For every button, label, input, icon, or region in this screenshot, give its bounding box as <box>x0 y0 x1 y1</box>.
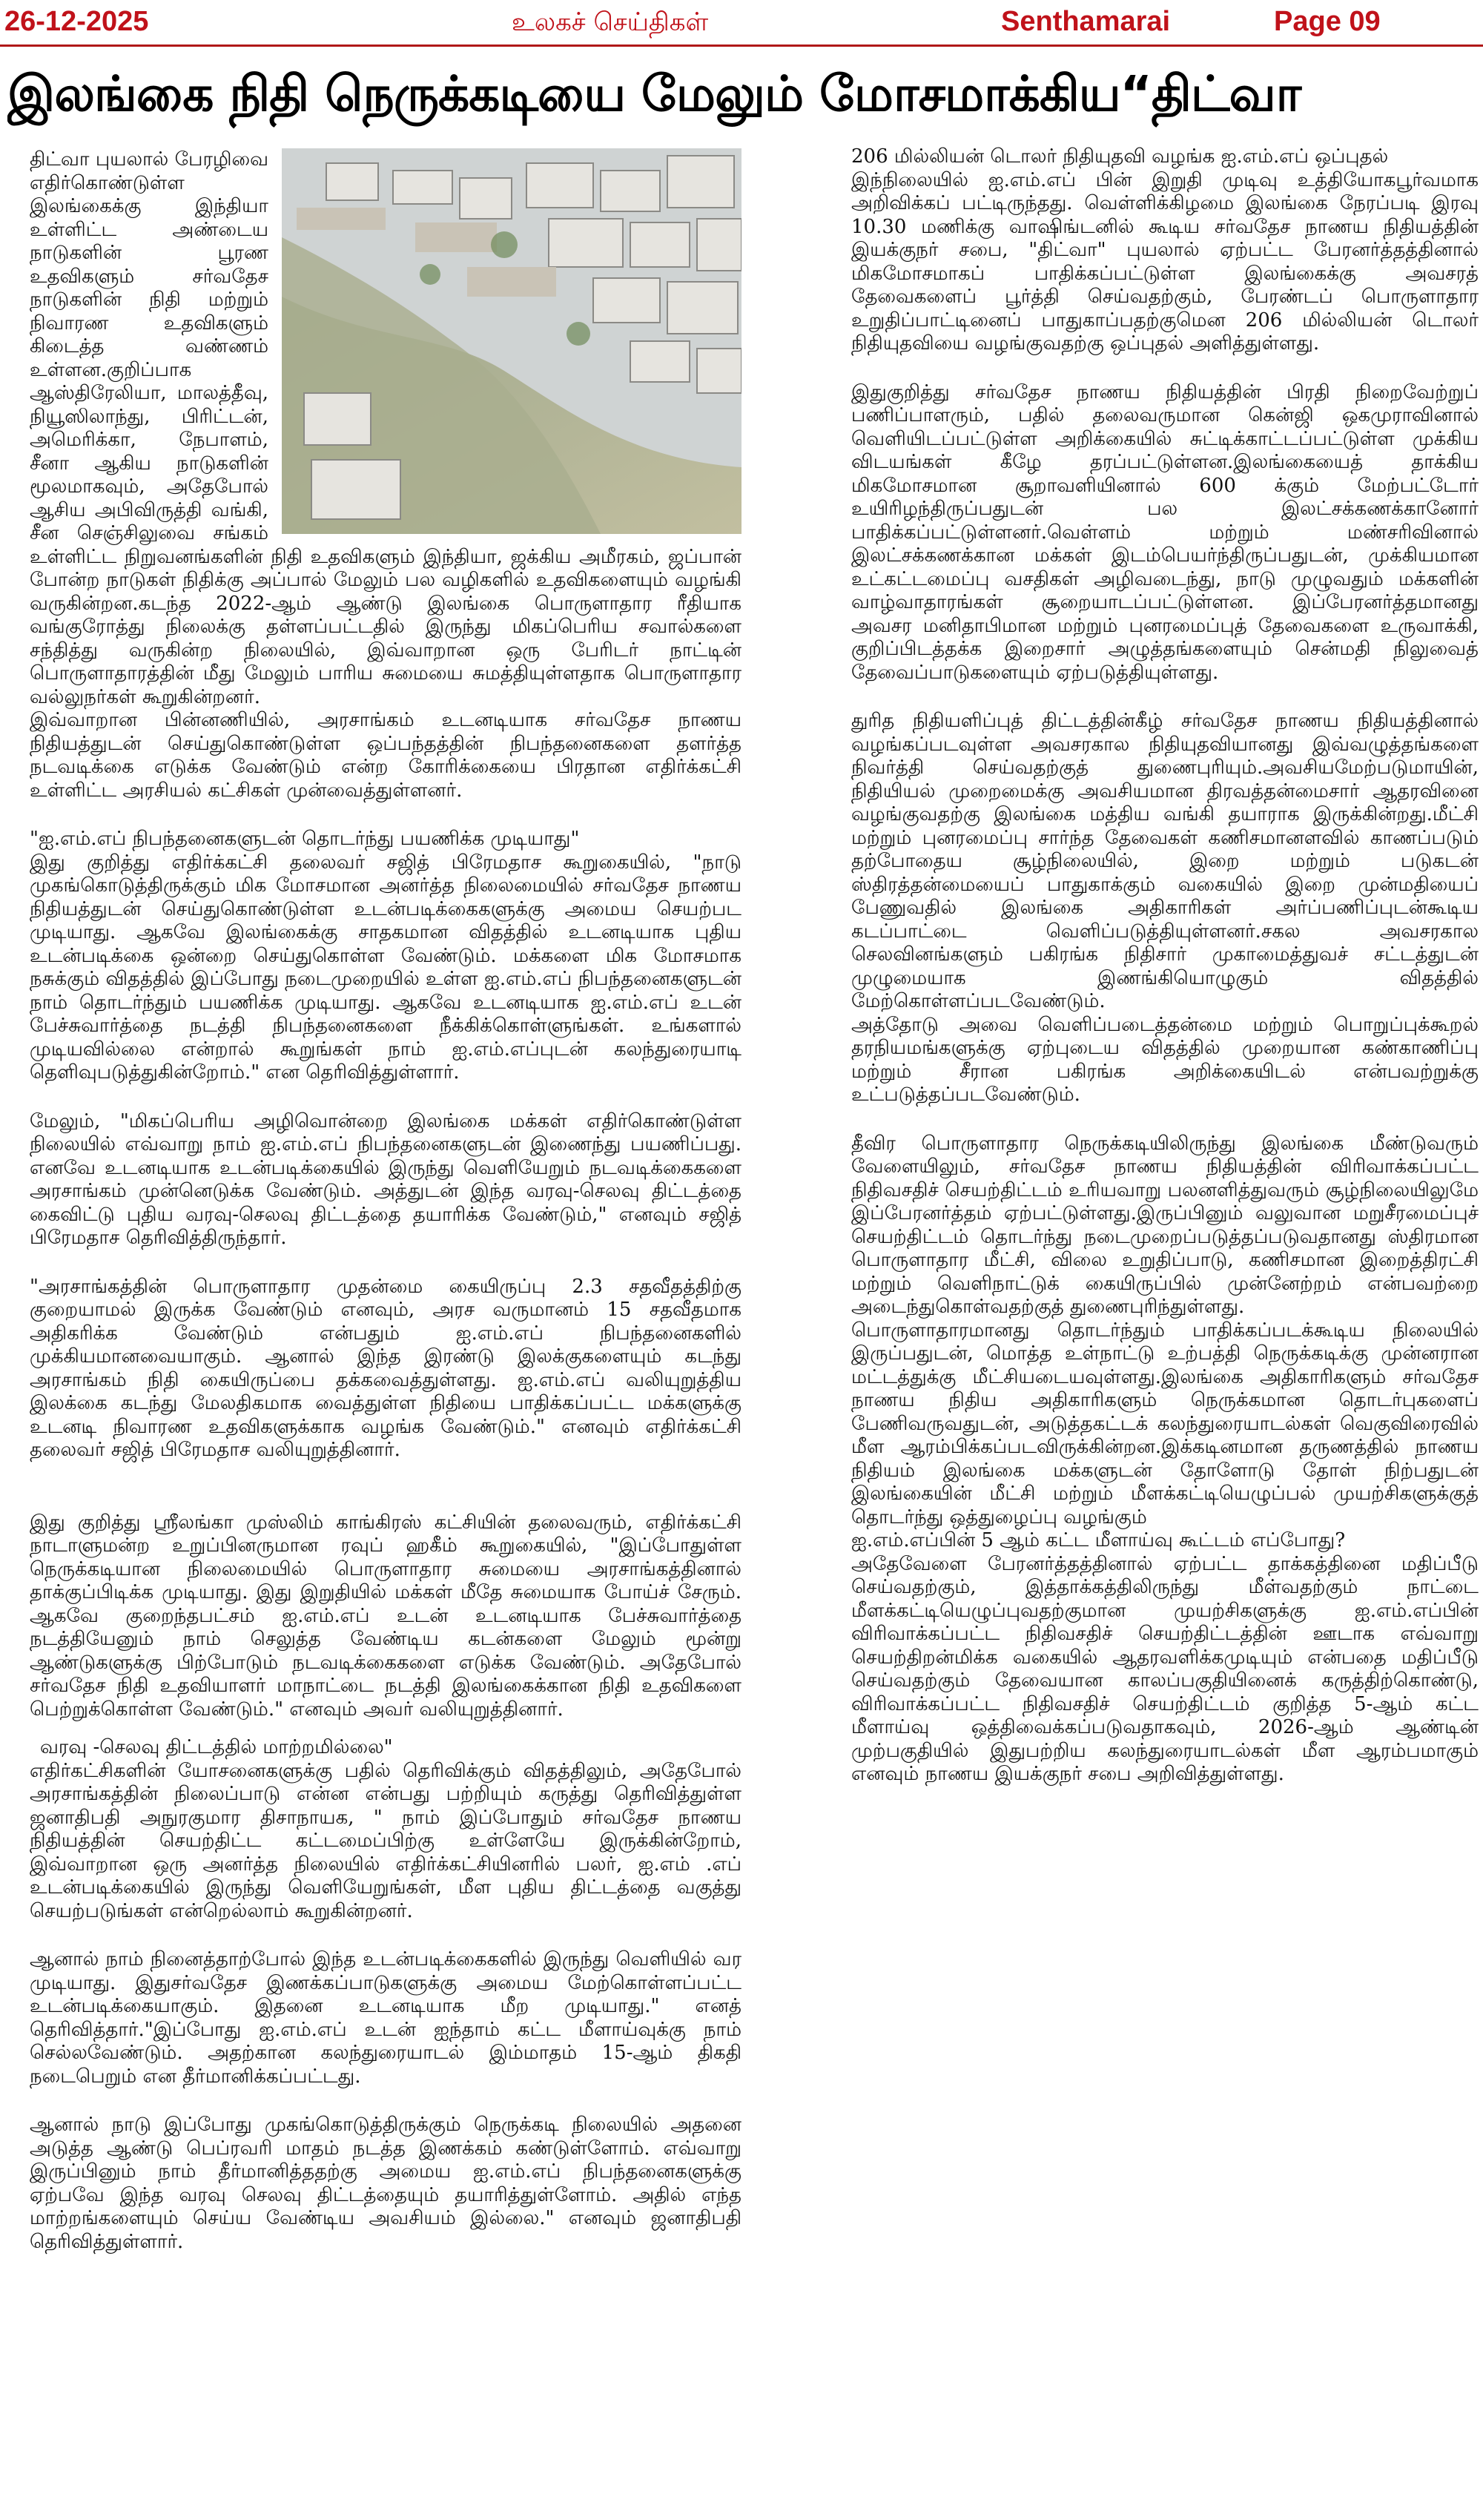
newspaper-name: Senthamarai <box>1001 6 1171 37</box>
right-column <box>851 145 1479 2511</box>
subheading: 206 மில்லியன் டொலர் நிதியுதவி வழங்க ஐ.எம்.எப் ஒப்புதல் <box>851 145 1389 168</box>
body-paragraph: இது குறித்து ஸ்ரீலங்கா முஸ்லிம் காங்கிரஸ் கட்சியின் தலைவரும், எதிர்க்கட்சி நாடாளுமன்ற உறுப்பினருமான ரவுப் ஹகீம் கூறுகையில், "இப்போதுள்ள நெருக்கடியான நிலைமையில் பொருளாதார சுமையை அரசாங்கத்தினால் தாக்குப்பிடிக்க முடியாது. இது இறுதியில் மக்கள் மீதே சுமையாக போய்ச் சேரும். ஆகவே குறைந்தபட்சம் ஐ.எம்.எப் உடன் உடனடியாக பேச்சுவார்த்தை நடத்தியேனும் நாம் செலுத்த வேண்டிய கடன்களை மேலும் மூன்று ஆண்டுகளுக்கு பிற்போடும் நடவடிக்கைகளை எடுக்க வேண்டும். அதேபோல் சர்வதேச நிதி உதவியாளர் மாநாட்டை நடத்தி இலங்கைக்கான நிதி உதவிகளை பெற்றுக்கொள்ள வேண்டும்." எனவும் அவர் வலியுறுத்தினார். <box>30 1511 742 1721</box>
body-paragraph: இது குறித்து எதிர்க்கட்சி தலைவர் சஜித் பிரேமதாச கூறுகையில், "நாடு முகங்கொடுத்திருக்கும் மிக மோசமான அனர்த்த நிலைமையில் சர்வதேச நாணய நிதியத்துடன் செய்துகொண்டுள்ள உடன்படிக்கைகளுக்கு அமைய செயற்பட முடியாது. ஆகவே இலங்கைக்கு சாதகமான விதத்தில் உடனடியாக புதிய உடன்படிக்கை ஒன்றை செய்துகொள்ள வேண்டும். மக்களை மிக மோசமாக நசுக்கும் விதத்தில் இப்போது நடைமுறையில் உள்ள ஐ.எம்.எப் நிபந்தனைகளுடன் நாம் தொடர்ந்தும் பயணிக்க முடியாது. ஆகவே உடனடியாக ஐ.எம்.எப் உடன் பேச்சுவார்த்தை நடத்தி நிபந்தனைகளை நீக்கிக்கொள்ளுங்கள். உங்களால் முடியவில்லை என்றால் கூறுங்கள் நாம் ஐ.எம்.எப்புடன் கலந்துரையாடி தெளிவுபடுத்துகின்றோம்." என தெரிவித்துள்ளார். <box>30 851 742 1083</box>
masthead <box>0 0 1483 47</box>
subheading: ஐ.எம்.எப்பின் 5 ஆம் கட்ட மீளாய்வு கூட்டம் எப்போது? <box>851 1529 1346 1551</box>
body-paragraph: துரித நிதியளிப்புத் திட்டத்தின்கீழ் சர்வதேச நாணய நிதியத்தினால் வழங்கப்படவுள்ள அவசரகால நிதியுதவியானது இவ்வழுத்தங்களை நிவர்த்தி செய்வதற்குத் துணைபுரியும்.அவசியமேற்படுமாயின், நிதியியல் முறைமைக்கு அவசியமான திரவத்தன்மைசார் ஆதரவினை வழங்குவதற்கு இலங்கை மத்திய வங்கி தயாராக இருக்கின்றது.மீட்சி மற்றும் புனரமைப்பு சார்ந்த தேவைகள் கணிசமானளவில் காணப்படும் தற்போதைய சூழ்நிலையில், இறை மற்றும் படுகடன் ஸ்திரத்தன்மையைப் பாதுகாக்கும் வகையில் இறை முன்மதியைப் பேணுவதில் இலங்கை அதிகாரிகள் அர்ப்பணிப்புடன்கூடிய கடப்பாட்டை வெளிப்படுத்தியுள்ளனர்.சகல அவசரகால செலவினங்களும் பகிரங்க நிதிசார் முகாமைத்துவச் சட்டத்துடன் முழுமையாக இணங்கியொழுகும் விதத்தில் மேற்கொள்ளப்படவேண்டும். <box>851 710 1479 1012</box>
body-paragraph: ஆனால் நாம் நினைத்தாற்போல் இந்த உடன்படிக்கைகளில் இருந்து வெளியில் வர முடியாது. இதுசர்வதேச இணக்கப்பாடுகளுக்கு அமைய மேற்கொள்ளப்பட்ட உடன்படிக்கையாகும். இதனை உடனடியாக மீற முடியாது." எனத் தெரிவித்தார்."இப்போது ஐ.எம்.எப் உடன் ஐந்தாம் கட்ட மீளாய்வுக்கு நாம் செல்லவேண்டும். அதற்கான கலந்துரையாடல் இம்மாதம் 15-ஆம் திகதி நடைபெறும் என தீர்மானிக்கப்பட்டது. <box>30 1948 742 2088</box>
subheading: "ஐ.எம்.எப் நிபந்தனைகளுடன் தொடர்ந்து பயணிக்க முடியாது" <box>30 828 580 850</box>
body-paragraph: "அரசாங்கத்தின் பொருளாதார முதன்மை கையிருப்பு 2.3 சதவீதத்திற்கு குறையாமல் இருக்க வேண்டும் எனவும், அரச வருமானம் 15 சதவீதமாக அதிகரிக்க வேண்டும் என்பதும் ஐ.எம்.எப் நிபந்தனைகளில் முக்கியமானவையாகும். ஆனால் இந்த இரண்டு இலக்குகளையும் கடந்து அரசாங்கம் நிதி கையிருப்பை தக்கவைத்துள்ளது. ஐ.எம்.எப் வலியுறுத்திய இலக்கை கடந்து மேலதிகமாக வைத்துள்ள நிதியை பாதிக்கப்பட்ட மக்களுக்கு உடனடி நிவாரண உதவிகளுக்காக வழங்க வேண்டும்." எனவும் எதிர்க்கட்சி தலைவர் சஜித் பிரேமதாச வலியுறுத்தினார். <box>30 1275 742 1461</box>
body-paragraph: ஆனால் நாடு இப்போது முகங்கொடுத்திருக்கும் நெருக்கடி நிலையில் அதனை அடுத்த ஆண்டு பெப்ரவரி மாதம் நடத்த இணக்கம் கண்டுள்ளோம். எவ்வாறு இருப்பினும் நாம் தீர்மானித்ததற்கு அமைய ஐ.எம்.எப் நிபந்தனைகளுக்கு ஏற்பவே இந்த வரவு செலவு திட்டத்தையும் தயாரித்துள்ளோம். அதில் எந்த மாற்றங்களையும் செய்ய வேண்டிய அவசியம் இல்லை." எனவும் ஜனாதிபதி தெரிவித்துள்ளார். <box>30 2114 742 2253</box>
body-paragraph: மேலும், "மிகப்பெரிய அழிவொன்றை இலங்கை மக்கள் எதிர்கொண்டுள்ள நிலையில் எவ்வாறு நாம் ஐ.எம்.எப் நிபந்தனைகளுடன் இணைந்து பயணிப்பது. எனவே உடனடியாக உடன்படிக்கையில் இருந்து வெளியேறும் நடவடிக்கைகளை அரசாங்கம் முன்னெடுக்க வேண்டும். அத்துடன் இந்த வரவு-செலவு திட்டத்தை கைவிட்டு புதிய வரவு-செலவு திட்டத்தை தயாரிக்க வேண்டும்," எனவும் சஜித் பிரேமதாச தெரிவித்திருந்தார். <box>30 1109 742 1249</box>
left-column <box>30 148 742 2514</box>
article-headline: இலங்கை நிதி நெருக்கடியை மேலும் மோசமாக்கிய“திட்வா <box>7 65 1301 122</box>
issue-date: 26-12-2025 <box>4 6 149 37</box>
body-paragraph: இதுகுறித்து சர்வதேச நாணய நிதியத்தின் பிரதி நிறைவேற்றுப் பணிப்பாளரும், பதில் தலைவருமான கென்ஜி ஒகமுராவினால் வெளியிடப்பட்டுள்ள அறிக்கையில் சுட்டிக்காட்டப்பட்டுள்ள முக்கிய விடயங்கள் கீழே தரப்பட்டுள்ளன.இலங்கையைத் தாக்கிய மிகமோசமான சூறாவளியினால் 600 க்கும் மேற்பட்டோர் உயிரிழந்திருப்பதுடன் பல இலட்சக்கணக்கானோர் பாதிக்கப்பட்டுள்ளனர்.வெள்ளம் மற்றும் மண்சரிவினால் இலட்சக்கணக்கான மக்கள் இடம்பெயர்ந்திருப்பதுடன், முக்கியமான உட்கட்டமைப்பு வசதிகள் அழிவடைந்து, நாடு முழுவதும் மக்களின் வாழ்வாதாரங்கள் சூறையாடப்பட்டுள்ளன. இப்பேரனர்த்தமானது அவசர மனிதாபிமான மற்றும் புனரமைப்புத் தேவைகளை உருவாக்கி, குறிப்பிடத்தக்க இறைசார் அழுத்தங்களையும் சென்மதி நிலுவைத் தேவைப்பாடுகளையும் ஏற்படுத்தியுள்ளது. <box>851 380 1479 684</box>
flood-photo-icon <box>282 148 742 534</box>
body-paragraph: எதிர்கட்சிகளின் யோசனைகளுக்கு பதில் தெரிவிக்கும் விதத்திலும், அதேபோல் அரசாங்கத்தின் நிலைப்பாடு என்ன என்பது பற்றியும் கருத்து தெரிவித்துள்ள ஜனாதிபதி அநுரகுமார திசாநாயக, " நாம் இப்போதும் சர்வதேச நாணய நிதியத்தின் செயற்திட்ட கட்டமைப்பிற்கு உள்ளேயே இருக்கின்றோம், இவ்வாறான ஒரு அனர்த்த நிலையில் எதிர்க்கட்சியினரில் பலர், ஐ.எம் .எப் உடன்படிக்கையில் இருந்து வெளியேறுங்கள், மீள புதிய திட்டத்தை வகுத்து செயற்படுங்கள் என்றெல்லாம் கூறுகின்றனர். <box>30 1759 742 1922</box>
body-paragraph: அத்தோடு அவை வெளிப்படைத்தன்மை மற்றும் பொறுப்புக்கூறல் தரநியமங்களுக்கு ஏற்புடைய விதத்தில் முறையான கண்காணிப்பு மற்றும் சீரான பகிரங்க அறிக்கையிடல் என்பவற்றுக்கு உட்படுத்தப்படவேண்டும். <box>851 1013 1479 1106</box>
body-paragraph: பொருளாதாரமானது தொடர்ந்தும் பாதிக்கப்படக்கூடிய நிலையில் இருப்பதுடன், மொத்த உள்நாட்டு உற்பத்தி நெருக்கடிக்கு முன்னரான மட்டத்துக்கு மீட்சியடையவுள்ளது.இலங்கை அதிகாரிகளும் சர்வதேச நாணய நிதிய அதிகாரிகளும் நெருக்கமான தொடர்புகளைப் பேணிவருவதுடன், அடுத்தகட்டக் கலந்துரையாடல்கள் வெகுவிரைவில் மீள ஆரம்பிக்கப்படவிருக்கின்றன.இக்கடினமான தருணத்தில் நாணய நிதியம் இலங்கை மக்களுடன் தோளோடு தோள் நிற்பதுடன் இலங்கையின் மீட்சி மற்றும் மீளக்கட்டியெழுப்பல் முயற்சிகளுக்குத் தொடர்ந்து ஒத்துழைப்பு வழங்கும் <box>851 1319 1479 1528</box>
body-paragraph: திட்வா புயலால் பேரழிவை எதிர்கொண்டுள்ள இலங்கைக்கு இந்தியா உள்ளிட்ட அண்டைய நாடுகளின் பூரண உதவிகளும் சர்வதேச நாடுகளின் நிதி மற்றும் நிவாரண உதவிகளும் கிடைத்த வண்ணம் உள்ளன.குறிப்பாக ஆஸ்திரேலியா, மாலத்தீவு, நியூஸிலாந்து, பிரிட்டன், அமெரிக்கா, நேபாளம், சீனா ஆகிய நாடுகளின் மூலமாகவும், அதேபோல் ஆசிய அபிவிருத்தி வங்கி, சீன செஞ்சிலுவை சங்கம் உள்ளிட்ட நிறுவனங்களின் நிதி உதவிகளும் இந்தியா, ஜக்கிய அமீரகம், ஜப்பான் போன்ற நாடுகள் நிதிக்கு அப்பால் மேலும் பல வழிகளில் உதவிகளையும் வழங்கி வருகின்றன.கடந்த 2022-ஆம் ஆண்டு இலங்கை பொருளாதார ரீதியாக வங்குரோத்து நிலைக்கு தள்ளப்பட்டதில் இருந்து மிகப்பெரிய சவால்களை சந்தித்து வருகின்ற நிலையில், இவ்வாறான ஒரு பேரிடர் நாட்டின் பொருளாதாரத்தின் மீது மேலும் பாரிய சுமையை சுமத்தியுள்ளதாக பொருளாதார வல்லுநர்கள் கூறுகின்றனர். <box>30 148 742 708</box>
body-paragraph: அதேவேளை பேரனர்த்தத்தினால் ஏற்பட்ட தாக்கத்தினை மதிப்பீடு செய்வதற்கும், இத்தாக்கத்திலிருந்து மீள்வதற்கும் நாட்டை மீளக்கட்டியெழுப்புவதற்குமான முயற்சிகளுக்கு ஐ.எம்.எப்பின் விரிவாக்கப்பட்ட நிதிவசதிச் செயற்திட்டத்தின் ஊடாக எவ்வாறு செயற்திறன்மிக்க வகையில் ஆதரவளிக்கமுடியும் என்பதை மதிப்பீடு செய்வதற்கும் தேவையான காலப்பகுதியினைக் கருத்திற்கொண்டு, விரிவாக்கப்பட்ட நிதிவசதிச் செயற்திட்டம் குறித்த 5-ஆம் கட்ட மீளாய்வு ஒத்திவைக்கப்படுவதாகவும், 2026-ஆம் ஆண்டின் முற்பகுதியில் இதுபற்றிய கலந்துரையாடல்கள் மீள ஆரம்பமாகும் எனவும் நாணய இயக்குநர் சபை அறிவித்துள்ளது. <box>851 1552 1479 1785</box>
subheading: வரவு -செலவு திட்டத்தில் மாற்றமில்லை" <box>40 1736 393 1758</box>
body-paragraph: தீவிர பொருளாதார நெருக்கடியிலிருந்து இலங்கை மீண்டுவரும் வேளையிலும், சர்வதேச நாணய நிதியத்தின் விரிவாக்கப்பட்ட நிதிவசதிச் செயற்திட்டம் உரியவாறு பலனளித்துவரும் சூழ்நிலையிலுமே இப்பேரனர்த்தம் ஏற்பட்டுள்ளது.இருப்பினும் வலுவான மறுசீரமைப்புச் செயற்திட்டம் தொடர்ந்து நடைமுறைப்படுத்தப்படுவதானது ஸ்திரமான பொருளாதார மீட்சி, விலை உறுதிப்பாடு, கணிசமான இறைத்திரட்சி மற்றும் வெளிநாட்டுக் கையிருப்பில் முன்னேற்றம் என்பவற்றை அடைந்துகொள்வதற்குத் துணைபுரிந்துள்ளது. <box>851 1132 1479 1318</box>
flood-aerial-photo <box>282 148 742 534</box>
body-paragraph: இவ்வாறான பின்னணியில், அரசாங்கம் உடனடியாக சர்வதேச நாணய நிதியத்துடன் செய்துகொண்டுள்ள ஒப்பந்தத்தின் நிபந்தனைகளை தளர்த்த நடவடிக்கை எடுக்க வேண்டும் என்ற கோரிக்கையை பிரதான எதிர்க்கட்சி உள்ளிட்ட அரசியல் கட்சிகள் முன்வைத்துள்ளனர். <box>30 709 742 802</box>
section-title: உலகச் செய்திகள் <box>512 7 709 37</box>
body-paragraph: இந்நிலையில் ஐ.எம்.எப் பின் இறுதி முடிவு உத்தியோகபூர்வமாக அறிவிக்கப் பட்டிருந்தது. வெள்ளிக்கிழமை இலங்கை நேரப்படி இரவு 10.30 மணிக்கு வாஷிங்டனில் கூடிய சர்வதேச நாணய நிதியத்தின் இயக்குநர் சபை, "திட்வா" புயலால் ஏற்பட்ட பேரனர்த்தத்தினால் மிகமோசமாகப் பாதிக்கப்பட்டுள்ள இலங்கைக்கு அவசரத் தேவைகளைப் பூர்த்தி செய்வதற்கும், பேரண்டப் பொருளாதார உறுதிப்பாட்டினைப் பாதுகாப்பதற்குமென 206 மில்லியன் டொலர் நிதியுதவியை வழங்குவதற்கு ஒப்புதல் அளித்துள்ளது. <box>851 168 1479 354</box>
page-number: Page 09 <box>1274 6 1381 37</box>
